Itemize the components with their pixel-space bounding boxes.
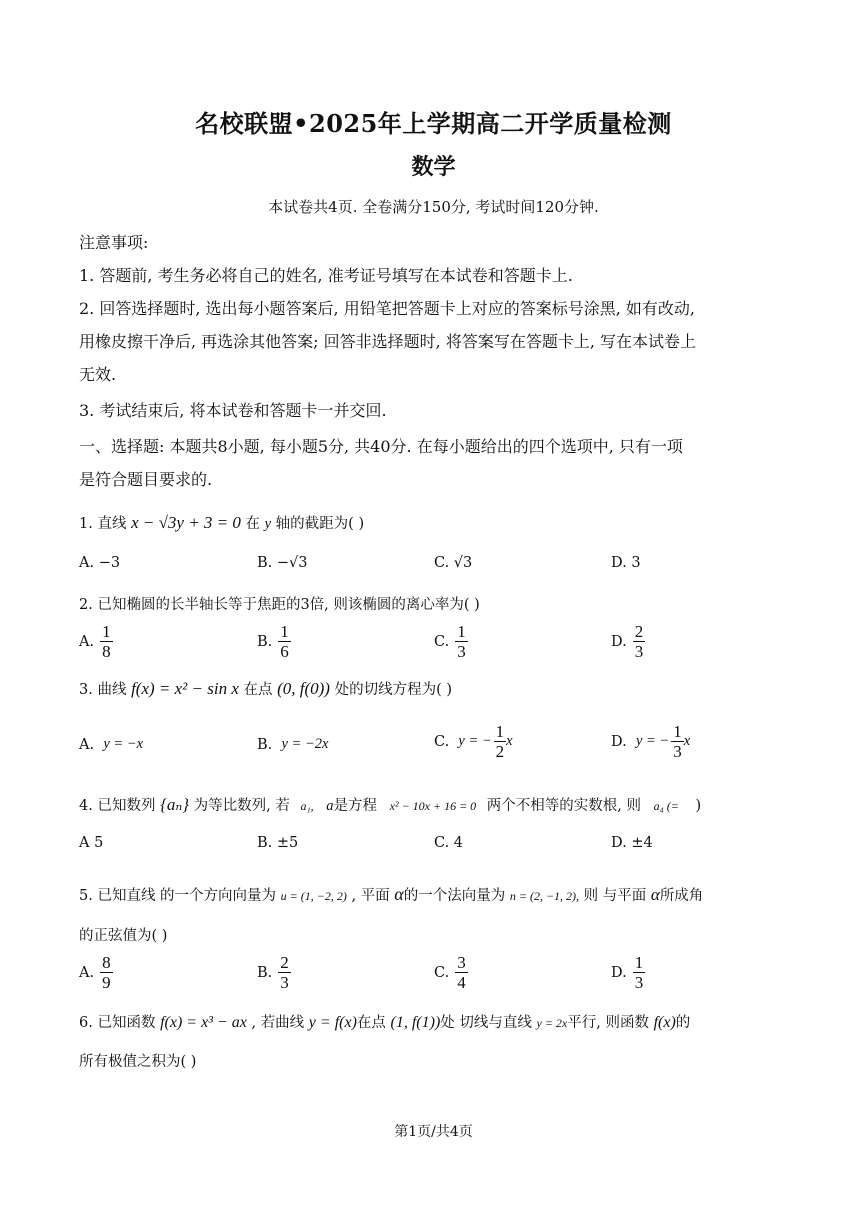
q4-option-c: C. 4: [434, 835, 464, 851]
notice-item-1: 1. 答题前, 考生务必将自己的姓名, 准考证号填写在本试卷和答题卡上.: [79, 266, 573, 285]
q3-option-d: D. y = − $\frac{1}{3}$ x: [611, 722, 691, 761]
q2-option-a: A. $\frac{1}{8}$: [79, 622, 111, 661]
q4-option-d: D. ±4: [611, 835, 653, 851]
q3-option-a: A. y = −x: [79, 736, 144, 753]
question-1: 1. 直线 x − √3y + 3 = 0 在 y 轴的截距为( ): [79, 513, 365, 532]
q1-option-c: C. √3: [434, 555, 473, 571]
q5-option-b: B. $\frac{2}{3}$: [257, 953, 289, 992]
q4-option-a: A 5: [79, 835, 104, 851]
notice-heading: 注意事项:: [79, 233, 149, 252]
q3-option-c: C. y = − $\frac{1}{2}$ x: [434, 722, 513, 761]
q1-option-b: B. −√3: [257, 555, 308, 571]
section-heading-line1: 一、选择题: 本题共8小题, 每小题5分, 共40分. 在每小题给出的四个选项中, 只有一项: [79, 437, 683, 456]
question-6: 6. 已知函数 f(x) = x³ − ax , 若曲线 y = f(x)在点 (1, f(1))处 切线与直线 y = 2x平行, 则函数 f(x)的: [79, 1014, 691, 1031]
q4-option-b: B. ±5: [257, 835, 299, 851]
question-3: 3. 曲线 f(x) = x² − sin x 在点 (0, f(0)) 处的切线方程为( ): [79, 679, 453, 698]
q1-option-a: A. −3: [79, 555, 121, 571]
notice-item-2-line3: 无效.: [79, 365, 117, 384]
question-2: 2. 已知椭圆的长半轴长等于焦距的3倍, 则该椭圆的离心率为( ): [79, 597, 480, 613]
notice-item-2-line1: 2. 回答选择题时, 选出每小题答案后, 用铅笔把答题卡上对应的答案标号涂黑, 如有改动,: [79, 299, 695, 318]
exam-info: 本试卷共4页. 全卷满分150分, 考试时间120分钟.: [268, 198, 599, 216]
question-5: 5. 已知直线 的一个方向向量为 u = (1, −2, 2) , 平面 α的一个法向量为 n = (2, −1, 2), 则 与平面 α所成角: [79, 884, 704, 904]
q5-option-d: D. $\frac{1}{3}$: [611, 953, 644, 992]
q2-option-c: C. $\frac{1}{3}$: [434, 622, 466, 661]
q3-option-b: B. y = −2x: [257, 736, 329, 753]
exam-title: 名校联盟•2025年上学期高二开学质量检测: [195, 109, 672, 138]
q1-line-equation: x − √3y + 3 = 0: [131, 513, 241, 532]
q5-option-a: A. $\frac{8}{9}$: [79, 953, 111, 992]
page-footer: 第1页/共4页: [394, 1124, 473, 1140]
question-5-line2: 的正弦值为( ): [79, 928, 168, 944]
q2-option-b: B. $\frac{1}{6}$: [257, 622, 289, 661]
q2-option-d: D. $\frac{2}{3}$: [611, 622, 644, 661]
notice-item-3: 3. 考试结束后, 将本试卷和答题卡一并交回.: [79, 401, 387, 420]
section-heading-line2: 是符合题目要求的.: [79, 470, 213, 489]
question-6-line2: 所有极值之积为( ): [79, 1054, 197, 1070]
subject-title: 数学: [411, 154, 456, 180]
q1-option-d: D. 3: [611, 555, 641, 571]
q5-option-c: C. $\frac{3}{4}$: [434, 953, 466, 992]
question-4: 4. 已知数列 {aₙ} 为等比数列, 若 a₁, a是方程 x² − 10x + 16 = 0 两个不相等的实数根, 则 a₄ (= ): [79, 795, 702, 814]
notice-item-2-line2: 用橡皮擦干净后, 再选涂其他答案; 回答非选择题时, 将答案写在答题卡上, 写在本试卷上: [79, 332, 696, 351]
